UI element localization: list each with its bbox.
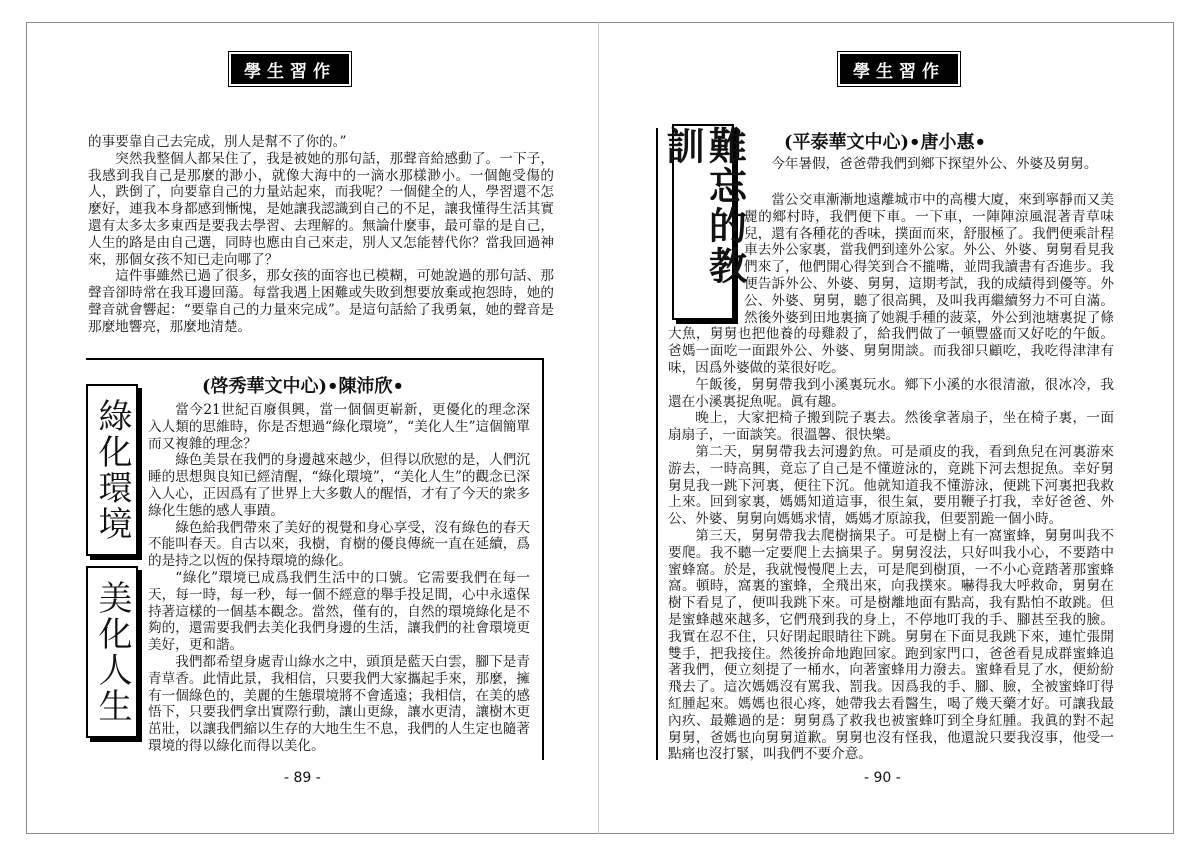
title-beautify-life: 美化人生 <box>92 580 133 724</box>
right-article-paragraph-5: 第二天，舅舅帶我去河邊釣魚。可是頑皮的我，看到魚兒在河裏游來游去，一時高興，竟忘了自己是不懂遊泳的，竟跳下河去想捉魚。幸好舅舅見我一跳下河裏，便往下沉。他就知道我不懂游泳，便跳下河裏把我救上來。回到家裏，媽媽知道這事，很生氣，要用鞭子打我，幸好爸爸、外公、外婆、舅舅向媽媽求情，媽媽才原諒我，但要罰跪一個小時。 <box>668 443 1114 528</box>
right-article-paragraph-6: 第三天，舅舅帶我去爬樹摘果子。可是樹上有一窩蜜蜂，舅舅叫我不要爬。我不聽一定要爬上去摘果子。舅舅沒法，只好叫我小心，不要踏中蜜蜂窩。於是，我就慢慢爬上去，可是爬到樹頂，一不小心竟踏著那蜜蜂窩。頓時，窩裏的蜜蜂，全飛出來，向我撲來。嚇得我大呼救命，舅舅在樹下看見了，便叫我跳下來。可是樹離地面有點高，我有點怕不敢跳。但是蜜蜂越來越多，它們飛到我的身上，不停地叮我的手、腳甚至我的臉。我實在忍不住，只好閉起眼睛往下跳。舅舅在下面見我跳下來，連忙張開雙手，把我接住。然後拚命地跑回家。跑到家門口，爸爸看見成群蜜蜂追著我們，便立刻提了一桶水，向著蜜蜂用力潑去。蜜蜂看見了水，便紛紛飛去了。這次媽媽沒有罵我、罰我。因爲我的手、腳、臉，全被蜜蜂叮得紅腫起來。媽媽也很心疼，她帶我去看醫生，喝了幾天藥才好。可讓我最內疚、最難過的是：舅舅爲了救我也被蜜蜂叮到全身紅腫。我眞的對不起舅舅，爸媽也向舅舅道歉。舅舅也沒有怪我，他還說只要我沒事，他受一點痛也沒打緊，叫我們不要介意。 <box>668 527 1114 763</box>
left-article-paragraph-5: 我們都希望身處青山綠水之中，頭頂是藍天白雲，腳下是青青草香。此情此景，我相信，只要我們大家攜起手來，那麼，擁有一個綠色的，美麗的生態環境將不會遙遠；我相信，在美的感悟下，只要我們拿出實際行動，讓山更綠，讓水更清，讓樹木更茁壯，以讓我們縮以生存的大地生生不息，我們的人生定也隨著環境的得以綠化而得以美化。 <box>148 653 530 754</box>
continued-paragraph-2: 突然我整個人都呆住了，我是被她的那句話，那聲音給感動了。一下子，我感到我自己是那麼的渺小，就像大海中的一滴水那樣渺小。一個飽受傷的人，跌倒了，向要靠自己的力量站起來，而我呢？一個健全的人，學習還不怎麼好，連我本身都感到慚愧，是她讓我認識到自己的不足，讓我懂得生活其實還有太多太多東西是要我去學習、去理解的。無論什麼事，最可靠的是自己，人生的路是由自己選，同時也應由自己來走，別人又怎能替代你？當我回過神來，那個女孩不知已走向哪了？ <box>88 150 554 268</box>
right-article-byline: (平泰華文中心)•唐小惠• <box>784 132 987 153</box>
title-box-green-environment <box>86 384 138 556</box>
left-article-paragraph-4: “綠化”環境已成爲我們生活中的口號。它需要我們在每一天，每一時，每一秒，每一個不經意的舉手投足間，心中永遠保持著這樣的一個基本觀念。當然，僅有的，自然的環境綠化是不夠的，還需要我們去美化我們身邊的生活，讓我們的社會環境更美好，更和諧。 <box>148 569 530 654</box>
right-page-number: - 90 - <box>864 770 901 786</box>
right-article-paragraph-1: 今年暑假，爸爸帶我們到鄉下探望外公、外婆及舅舅。 <box>771 156 1098 172</box>
right-article-rule <box>656 128 658 760</box>
title-wrap-spacer <box>668 192 744 324</box>
left-section-divider <box>86 358 544 360</box>
right-page-header: 學生習作 <box>840 54 958 84</box>
left-article-paragraph-3: 綠色給我們帶來了美好的視覺和身心享受，沒有綠色的春天不能叫春天。自古以來，我樹，育樹的優良傳統一直在延續，爲的是持之以恆的保持環境的綠化。 <box>148 519 530 570</box>
right-article-paragraph-3: 午飯後，舅舅帶我到小溪裏玩水。鄉下小溪的水很清澈，很冰冷，我還在小溪裏捉魚呢。眞有趣。 <box>668 376 1114 410</box>
left-page-number: - 89 - <box>284 770 321 786</box>
right-article-body <box>668 192 1114 763</box>
left-article-byline: (啓秀華文中心)•陳沛欣• <box>202 376 405 397</box>
left-continued-text <box>88 134 554 336</box>
left-article-paragraph-2: 綠色美景在我們的身邊越來越少，但得以欣慰的是，人們沉睡的思想與良知已經清醒，“綠化環境”，“美化人生”的觀念已深入人心，正因爲有了世界上大多數人的醒悟，才有了今天的衆多綠化生態的感人事蹟。 <box>148 452 530 519</box>
left-article-paragraph-1: 當今21世紀百廢俱興，當一個個更嶄新，更優化的理念深入人類的思維時，你是否想過“綠化環境”，“美化人生”這個簡單而又複雜的理念？ <box>148 402 530 452</box>
title-box-beautify-life <box>86 566 138 738</box>
right-article-paragraph-4: 晚上，大家把椅子搬到院子裏去。然後拿著扇子，坐在椅子裏，一面扇扇子，一面談笑。很溫馨、很快樂。 <box>668 410 1114 444</box>
right-article-lead <box>744 156 1114 173</box>
left-page-header: 學生習作 <box>231 54 349 84</box>
title-unforgettable-lesson: 難忘的教訓 <box>660 126 748 286</box>
left-article-body <box>148 402 530 755</box>
continued-paragraph-1: 的事要靠自己去完成，別人是幫不了你的。” <box>88 134 347 150</box>
title-green-environment: 綠化環境 <box>92 398 133 542</box>
left-article-rule <box>542 358 544 760</box>
continued-paragraph-3: 這件事雖然已過了很多，那女孩的面容也已模糊，可她說過的那句話、那聲音卻時常在我耳邊回蕩。每當我遇上困難或失敗到想要放棄或抱怨時，她的聲音就會響起：“要靠自己的力量來完成”。是這句話給了我勇氣，她的聲音是那麼地響亮，那麼地清楚。 <box>88 268 554 335</box>
right-article-paragraph-2: 當公交車漸漸地遠離城市中的高樓大廈，來到寧靜而又美麗的鄉村時，我們便下車。一下車，一陣陣涼風混著青草味兒，還有各種花的香味，撲面而來，舒服極了。我們便乘計程車去外公家裏，當我們到達外公家。外公、外婆、舅舅看見我們來了，他們開心得笑到合不攏嘴，並問我讀書有否進步。我便告訴外公、外婆、舅舅，這期考試，我的成績得到優等。外公、外婆、舅舅，聽了很高興，及叫我再繼續努力不可自滿。然後外婆到田地裏摘了她親手種的菠菜，外公到池塘裏捉了條大魚，舅舅也把他養的母雞殺了，給我們做了一頓豐盛而又好吃的午飯。爸媽一面吃一面跟外公、外婆、舅舅閒談。而我卻只顧吃，我吃得津津有味，因爲外婆做的菜很好吃。 <box>668 192 1114 376</box>
